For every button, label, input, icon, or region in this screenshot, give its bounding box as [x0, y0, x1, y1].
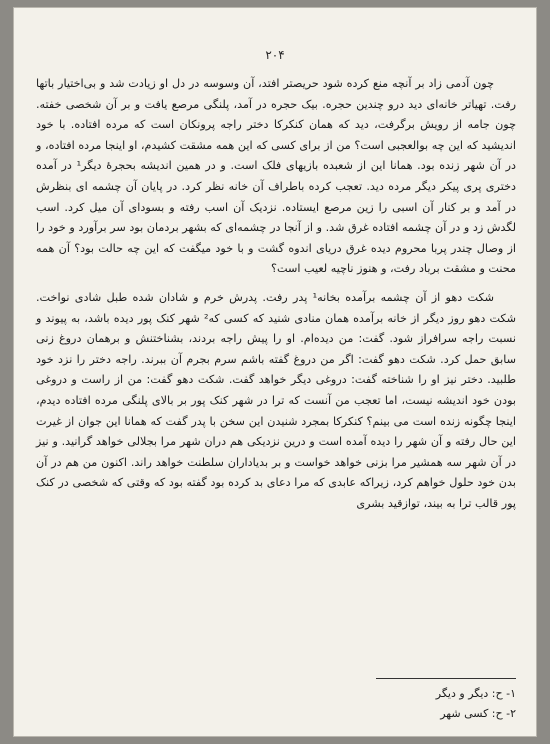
paragraph-1: چون آدمی زاد بر آنچه منع کرده شود حریصتر افتد، آن وسوسه در دل او زیادت شد و بی‌اختیار باتها رفت. تهیاتر خانه‌ای دید درو چندین حجره. بیک حجره در آمد، پلنگی مرصع یافت و بر آن شخصی خفته. چون جامه از رویش برگرفت، دید که همان کنکرکا دختر راجه پرونکان است که مرده افتاده. با خود اندیشید که این چه بوالعجبی است؟ من از برای کسی که این همه مشقت کشیدم، او اینجا مرده افتاده، و در آن شهر زنده بود. همانا این از شعبده بازیهای فلک است. و در همین اندیشه بحجرهٔ دیگر¹ در آمده دختری پری پیکر دیگر مرده دید. تعجب کرده باطراف آن خانه نظر کرد. در پایان آن چشمه ای بنظرش در آمد و بر کنار آن اسبی را زین مرصع ایستاده. نزدیک آن اسب رفته و بسودای آن میل کرد. اسب لگدش زد و در آن چشمه افتاده غرق شد. و از آنجا در چشمه‌ای که بشهر بردمان بود سر برآورد و خود را از وصال چندر پربا محروم دیده غرق دریای اندوه گشت و با خود میگفت که این چه حالت بود؟ آن همه محنت و مشقت برباد رفت، و هنوز ناچیه لعیب است؟ — [36, 77, 516, 276]
book-page — [14, 8, 536, 736]
footnote-1: ۱- ح: دیگر و دیگر — [435, 687, 516, 700]
body-text — [36, 74, 516, 514]
paragraph-2: شکت دهو از آن چشمه برآمده بخانه¹ پدر رفت. پدرش خرم و شادان شده طبل شادی نواخت. شکت دهو روز دیگر از خانه برآمده همان منادی شنید که کسی که² شهر کنک پور دیده باشد، به پیوند و نسبت راجه سرافراز شود. گفت: من دیده‌ام. او را پیش راجه بردند، بشناختنش و برهمان دروغ زنی سابق حمل کرد. شکت دهو گفت: اگر من دروغ گفته باشم سرم بجرم آن ببرند. راجه دختر را نزد خود طلبید. دختر نیز او را شناخته گفت: دروغی دیگر خواهد گفت. شکت دهو گفت: من از راست و دروغی بودن خود اندیشه نیست، اما تعجب من آنست که ترا در شهر کنک پور بر بالای پلنگی مرده افتاده دیدم، اینجا چگونه زنده است می بینم؟ کنکرکا بمجرد شنیدن این سخن با پدر گفت که همانا این جوان از غیرت این حال رفته و آن شهر را دیده آمده است و درین نزدیکی هم دران شهر مرا بجلالی خواهد گرانید. و نیز در آن شهر سه همشیر مرا بزنی خواهد خواست و بر بدیاداران سلطنت خواهد راند. اکنون من هم در آن بدن خود حلول خواهم کرد، زیراکه عابدی که مرا دعای بد کرده بود گفته بود که وقتی که شخصی در کنک پور قالب ترا به بیند، توازقید بشری — [36, 290, 516, 510]
footnotes — [436, 684, 516, 724]
page-number: ۲۰۴ — [265, 48, 285, 62]
footnote-divider — [376, 678, 516, 679]
footnote-2: ۲- ح: کسی شهر — [440, 707, 516, 720]
